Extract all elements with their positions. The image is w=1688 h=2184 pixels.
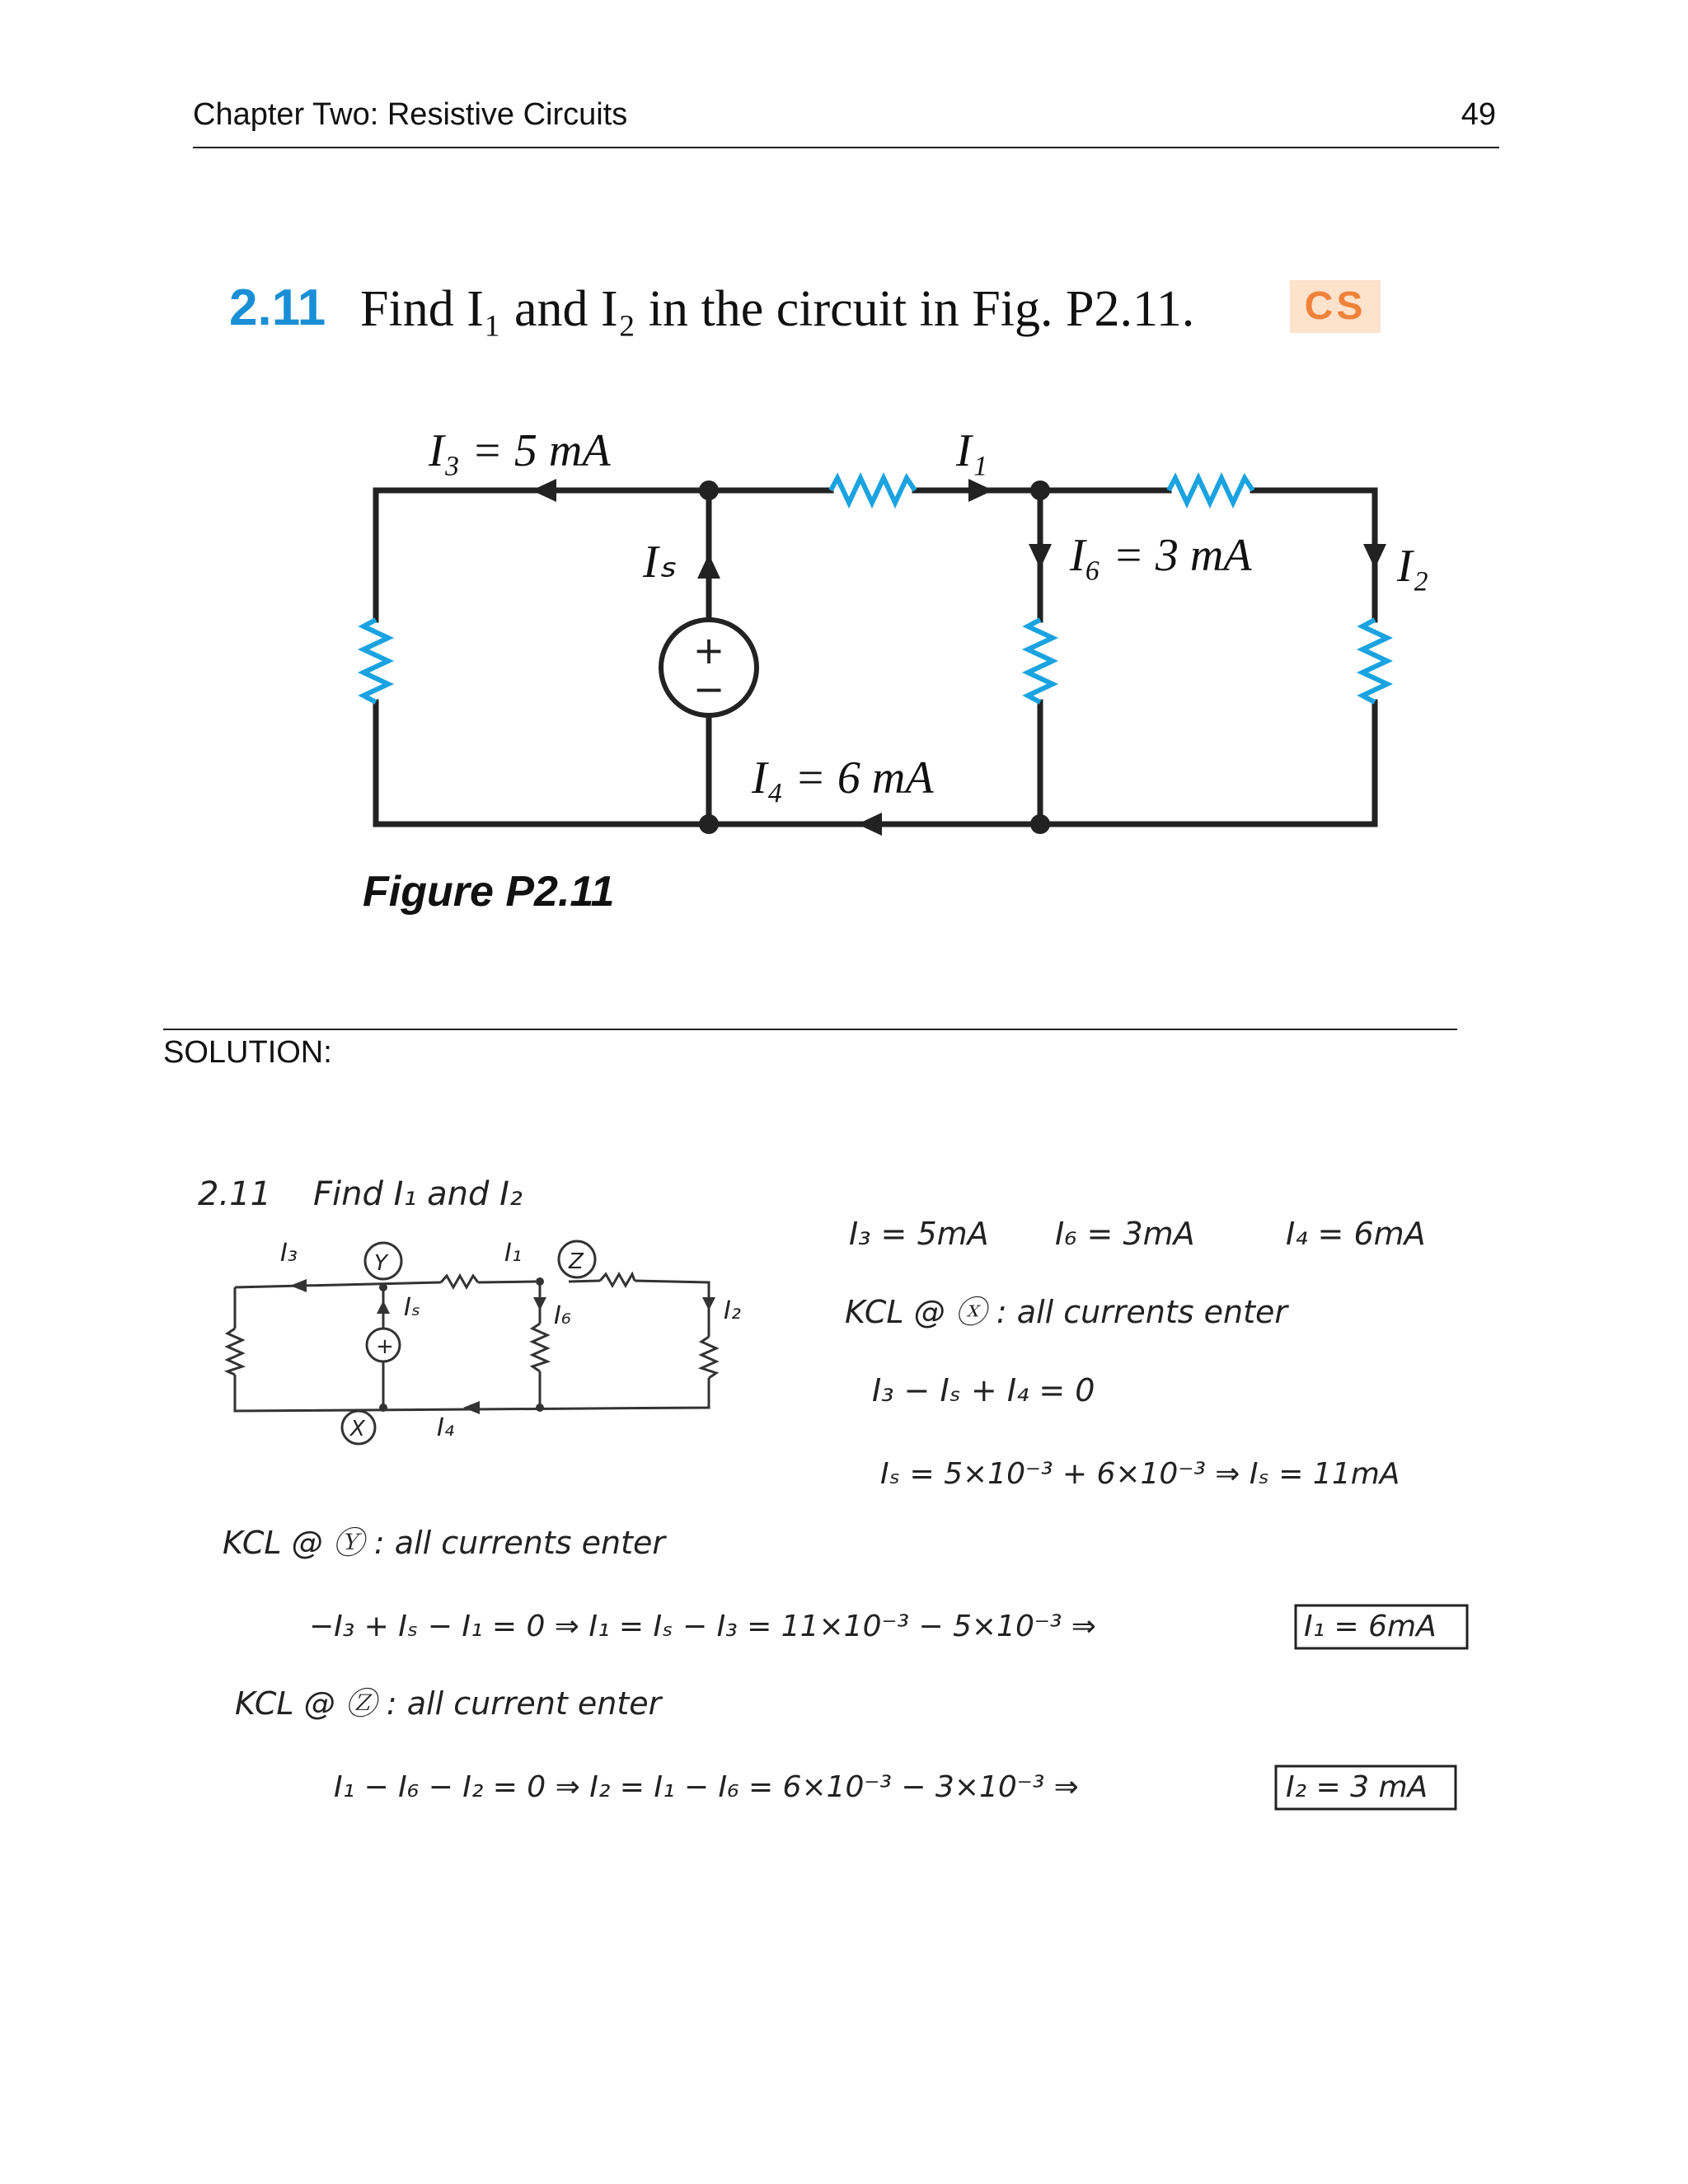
hand-eq-x2: Iₛ = 5×10⁻³ + 6×10⁻³ ⇒ Iₛ = 11mA <box>880 1457 1400 1491</box>
hand-circuit-sketch <box>227 1241 716 1444</box>
hand-arrow-i3 <box>290 1279 307 1292</box>
hand-sketch-i1: I₁ <box>504 1239 522 1268</box>
figure-caption: Figure P2.11 <box>363 868 615 916</box>
label-i1: I₁ <box>956 425 988 476</box>
hand-node-bottom <box>536 1404 544 1412</box>
hand-kcl-y: KCL @ Ⓨ : all currents enter <box>223 1525 666 1561</box>
problem-statement: Find I₁ and I₂ in the circuit in Fig. P2.11. <box>360 281 1195 337</box>
running-header-chapter: Chapter Two: Resistive Circuits <box>193 97 628 132</box>
hand-heading-number: 2.11 <box>198 1175 272 1213</box>
label-i6: I₆ = 3 mA <box>1070 530 1252 581</box>
hand-sketch-i2: I₂ <box>724 1296 741 1325</box>
hand-arrow-is <box>377 1301 390 1314</box>
hand-sketch-is: Iₛ <box>404 1293 421 1322</box>
problem-number: 2.11 <box>229 279 326 336</box>
hand-sketch-y: Y <box>374 1251 387 1276</box>
hand-given-i3: I₃ = 5mA <box>849 1216 989 1252</box>
label-i2: I₂ <box>1397 541 1429 592</box>
hand-eq-x1: I₃ − Iₛ + I₄ = 0 <box>872 1372 1095 1408</box>
hand-arrow-i6 <box>533 1297 546 1310</box>
hand-answer-i2: I₂ = 3 mA <box>1286 1770 1428 1804</box>
cs-badge: CS <box>1290 280 1381 333</box>
hand-given-i4: I₄ = 6mA <box>1286 1216 1426 1252</box>
hand-arrow-i2 <box>702 1297 715 1310</box>
source-minus-sign: − <box>692 667 725 711</box>
hand-given-i6: I₆ = 3mA <box>1055 1216 1195 1252</box>
hand-eq-z: I₁ − I₆ − I₂ = 0 ⇒ I₂ = I₁ − I₆ = 6×10⁻³ − 3×10⁻³ ⇒ <box>334 1770 1079 1804</box>
hand-kcl-z: KCL @ Ⓩ : all current enter <box>235 1685 662 1722</box>
label-is: Iₛ <box>643 537 676 588</box>
hand-sketch-z: Z <box>569 1249 584 1274</box>
hand-sketch-x: X <box>350 1417 365 1441</box>
hand-kcl-x: KCL @ ⓧ : all currents enter <box>845 1294 1288 1330</box>
hand-heading-text: Find I₁ and I₂ <box>313 1175 523 1213</box>
hand-sketch-i3: I₃ <box>280 1239 298 1268</box>
hand-node-x <box>379 1404 387 1412</box>
hand-node-y <box>379 1283 387 1291</box>
label-i3: I₃ = 5 mA <box>429 425 611 476</box>
hand-eq-y: −I₃ + Iₛ − I₁ = 0 ⇒ I₁ = Iₛ − I₃ = 11×10⁻³ − 5×10⁻³ ⇒ <box>309 1610 1096 1643</box>
label-i4: I₄ = 6 mA <box>752 752 934 804</box>
solution-label: SOLUTION: <box>163 1035 332 1070</box>
hand-sketch-i4: I₄ <box>437 1413 454 1442</box>
hand-arrow-i4 <box>463 1401 480 1414</box>
hand-node-z <box>536 1277 544 1286</box>
hand-sketch-plus: + <box>376 1334 394 1359</box>
source-plus-sign: + <box>692 628 725 673</box>
hand-answer-i1: I₁ = 6mA <box>1304 1610 1437 1643</box>
page-number: 49 <box>1461 97 1496 132</box>
hand-sketch-i6: I₆ <box>554 1301 571 1330</box>
